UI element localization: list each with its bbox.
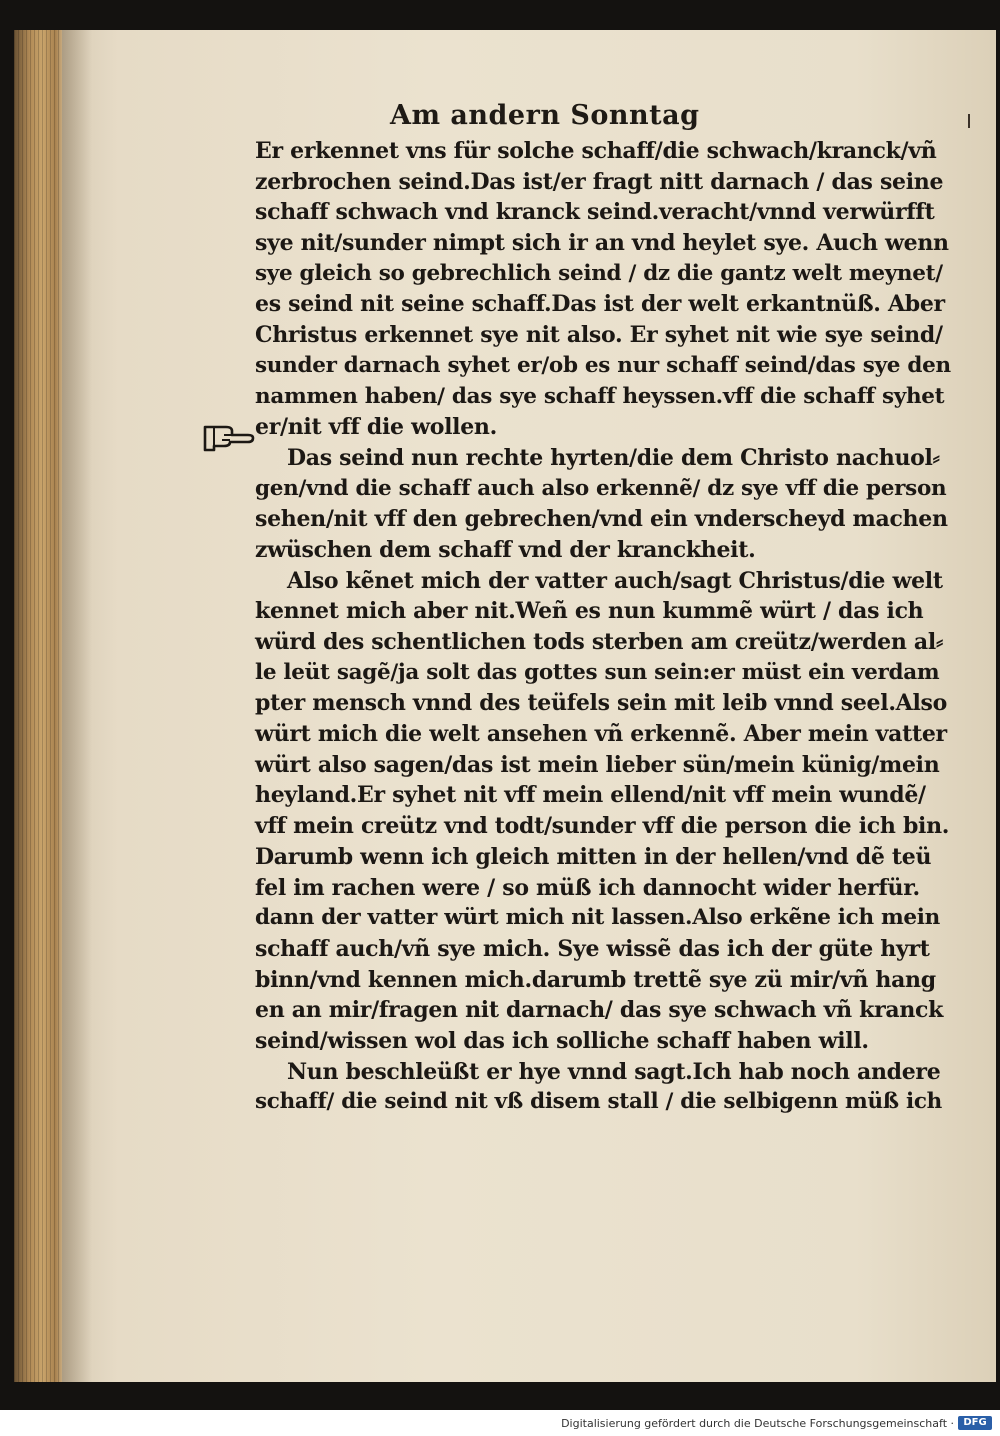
text-line: er/nit vff die wollen. [255, 414, 497, 441]
paragraph-start-line: Das seind nun rechte hyrten/die dem Christo nachuol⸗ [287, 444, 940, 471]
paragraph-start-line: Also kẽnet mich der vatter auch/sagt Christus/die welt [287, 567, 943, 594]
text-line: zwüschen dem schaff vnd der kranckheit. [255, 536, 756, 563]
text-line: es seind nit seine schaff.Das ist der welt erkantnüß. Aber [255, 291, 945, 318]
text-line: heyland.Er syhet nit vff mein ellend/nit vff mein wundẽ/ [255, 782, 926, 809]
text-line: binn/vnd kennen mich.darumb trettẽ sye zü mir/vñ hang [255, 966, 936, 993]
dfg-logo: DFG [958, 1416, 992, 1430]
text-line: pter mensch vnnd des teüfels sein mit leib vnnd seel.Also [255, 690, 947, 717]
text-line: würt mich die welt ansehen vñ erkennẽ. Aber mein vatter [255, 721, 947, 748]
page-mark [968, 114, 970, 128]
text-line: schaff auch/vñ sye mich. Sye wissẽ das ich der güte hyrt [255, 935, 930, 962]
funding-credit: Digitalisierung gefördert durch die Deutsche Forschungsgemeinschaft · [561, 1417, 954, 1430]
text-line: Christus erkennet sye nit also. Er syhet nit wie sye seind/ [255, 322, 943, 349]
text-line: schaff/ die seind nit vß disem stall / die selbigenn müß ich [255, 1089, 942, 1115]
text-line: seind/wissen wol das ich solliche schaff haben will. [255, 1027, 869, 1054]
book-edge [14, 30, 66, 1382]
footer-bar [0, 1410, 1000, 1436]
text-line: en an mir/fragen nit darnach/ das sye schwach vñ kranck [255, 997, 944, 1024]
text-line: würt also sagen/das ist mein lieber sün/mein künig/mein [255, 751, 940, 778]
text-line: le leüt sagẽ/ja solt das gottes sun sein:er müst ein verdam [255, 659, 940, 685]
text-line: vff mein creütz vnd todt/sunder vff die person die ich bin. [255, 813, 950, 840]
text-line: sehen/nit vff den gebrechen/vnd ein vnderscheyd machen [255, 506, 948, 533]
text-block [255, 136, 955, 1118]
text-line: gen/vnd die schaff auch also erkennẽ/ dz sye vff die person [255, 475, 947, 501]
text-line: nammen haben/ das sye schaff heyssen.vff die schaff syhet [255, 383, 945, 409]
text-line: dann der vatter würt mich nit lassen.Also erkẽne ich mein [255, 905, 940, 931]
text-line: Darumb wenn ich gleich mitten in der hellen/vnd dẽ teü [255, 843, 932, 870]
paragraph-start-line: Nun beschleüßt er hye vnnd sagt.Ich hab noch andere [287, 1058, 941, 1085]
text-line: Er erkennet vns für solche schaff/die schwach/kranck/vñ [255, 138, 937, 164]
text-line: sye nit/sunder nimpt sich ir an vnd heylet sye. Auch wenn [255, 230, 949, 257]
running-header: Am andern Sonntag [390, 100, 700, 131]
text-line: zerbrochen seind.Das ist/er fragt nitt darnach / das seine [255, 168, 944, 195]
text-line: kennet mich aber nit.Weñ es nun kummẽ würt / das ich [255, 598, 924, 625]
text-line: sunder darnach syhet er/ob es nur schaff seind/das sye den [255, 352, 951, 378]
text-line: schaff schwach vnd kranck seind.veracht/vnnd verwürfft [255, 199, 935, 226]
pointing-hand-icon [202, 418, 256, 454]
text-line: fel im rachen were / so müß ich dannocht wider herfür. [255, 874, 920, 901]
text-line: sye gleich so gebrechlich seind / dz die gantz welt meynet/ [255, 260, 943, 286]
text-line: würd des schentlichen tods sterben am creütz/werden al⸗ [255, 629, 943, 655]
